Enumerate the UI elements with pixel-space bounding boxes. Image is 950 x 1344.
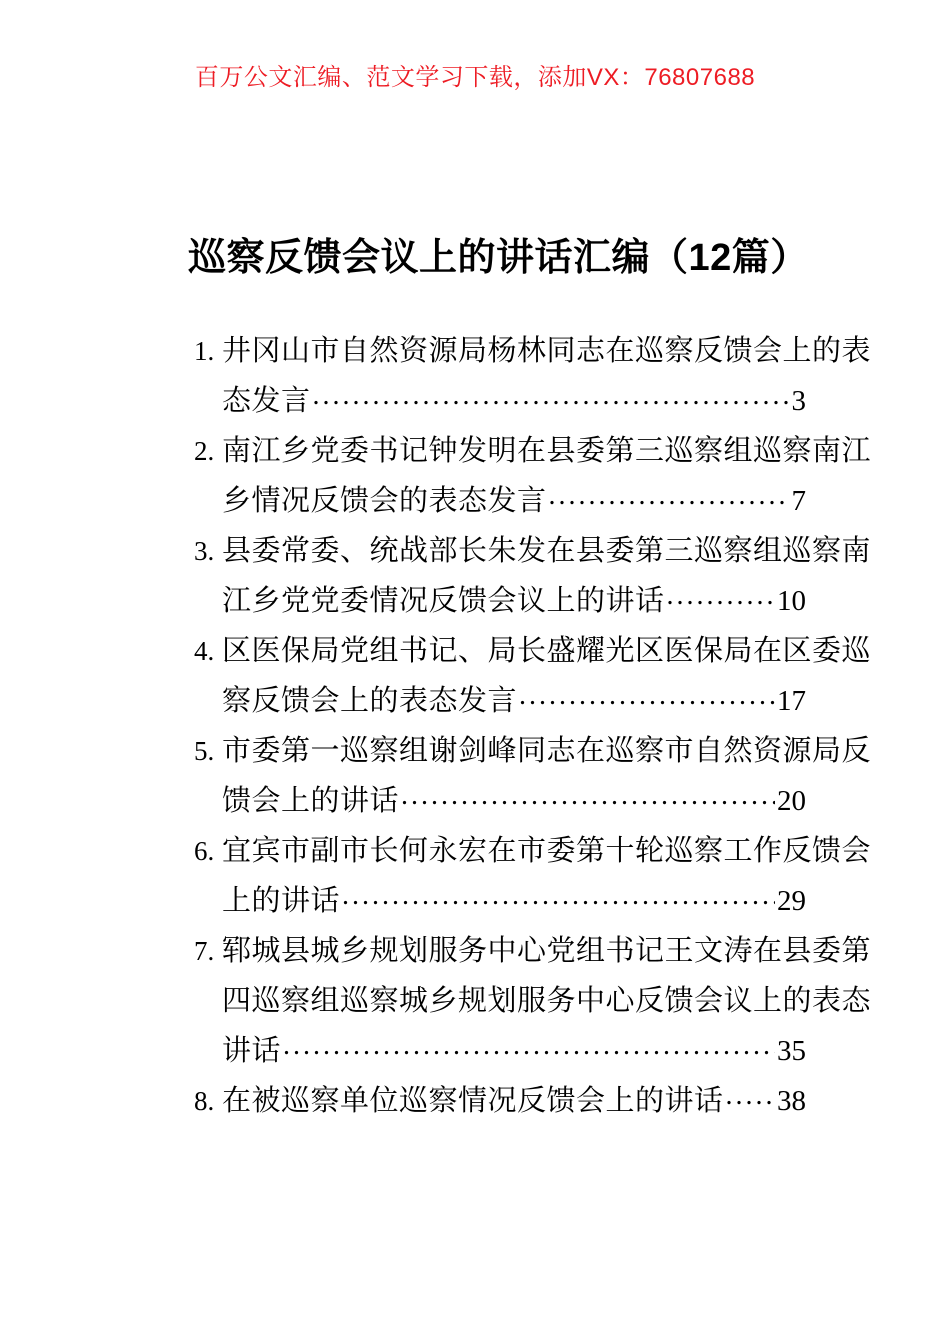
toc-entry	[194, 626, 872, 726]
promo-notice-text: 百万公文汇编、范文学习下载，添加VX：76807688	[194, 64, 756, 91]
toc-item-text: 江乡党党委情况反馈会议上的讲话	[222, 585, 665, 617]
toc-page-number: 10	[777, 585, 806, 617]
toc-line	[194, 1076, 806, 1126]
toc-page-number: 35	[777, 1035, 806, 1067]
toc-entry	[194, 326, 872, 426]
toc-line	[194, 376, 806, 426]
dot-leader	[281, 1026, 775, 1076]
document-title: 巡察反馈会议上的讲话汇编（12篇）	[188, 237, 809, 279]
dot-leader	[311, 376, 790, 426]
toc-item-number: 1.	[194, 336, 215, 366]
toc-line	[194, 426, 872, 476]
toc-item-number: 5.	[194, 736, 215, 766]
toc-item-text: 察反馈会上的表态发言	[222, 685, 518, 717]
toc-item-text: 宜宾市副市长何永宏在市委第十轮巡察工作反馈会	[222, 835, 872, 867]
toc-entry	[194, 726, 872, 826]
dot-leader	[547, 476, 790, 526]
toc-item-number: 6.	[194, 836, 215, 866]
toc-item-number: 4.	[194, 636, 215, 666]
toc-item-number: 8.	[194, 1086, 215, 1116]
toc-item-text: 馈会上的讲话	[222, 785, 400, 817]
toc-page-number: 7	[791, 485, 806, 517]
toc-entry	[194, 1076, 806, 1126]
toc-entry	[194, 426, 872, 526]
toc-item-number: 7.	[194, 936, 215, 966]
toc-page-number: 29	[777, 885, 806, 917]
toc-entry	[194, 526, 872, 626]
toc-item-text: 乡情况反馈会的表态发言	[222, 485, 547, 517]
toc-item-text: 在被巡察单位巡察情况反馈会上的讲话	[222, 1085, 724, 1117]
toc-item-number: 2.	[194, 436, 215, 466]
toc-item-text: 讲话	[222, 1035, 282, 1067]
dot-leader	[665, 576, 775, 626]
toc-line	[194, 776, 806, 826]
dot-leader	[340, 876, 775, 926]
toc-line	[194, 676, 806, 726]
toc-page-number: 17	[777, 685, 806, 717]
toc-line	[194, 1026, 806, 1076]
toc-page-number: 3	[791, 385, 806, 417]
toc-line	[194, 576, 806, 626]
toc-entry	[194, 926, 872, 1076]
table-of-contents	[194, 326, 872, 1126]
toc-item-text: 上的讲话	[222, 885, 341, 917]
toc-item-text: 市委第一巡察组谢剑峰同志在巡察市自然资源局反	[222, 735, 872, 767]
toc-item-text: 县委常委、统战部长朱发在县委第三巡察组巡察南	[222, 535, 872, 567]
dot-leader	[399, 776, 775, 826]
toc-line	[194, 926, 872, 976]
toc-line	[194, 626, 872, 676]
toc-item-text: 态发言	[222, 385, 311, 417]
toc-line	[194, 976, 872, 1026]
toc-item-text: 四巡察组巡察城乡规划服务中心反馈会议上的表态	[222, 985, 872, 1017]
toc-entry	[194, 826, 872, 926]
toc-line	[194, 876, 806, 926]
toc-item-text: 郓城县城乡规划服务中心党组书记王文涛在县委第	[222, 935, 872, 967]
toc-item-text: 区医保局党组书记、局长盛耀光区医保局在区委巡	[222, 635, 872, 667]
toc-page-number: 20	[777, 785, 806, 817]
toc-line	[194, 726, 872, 776]
toc-line	[194, 476, 806, 526]
toc-page-number: 38	[777, 1085, 806, 1117]
toc-line	[194, 526, 872, 576]
toc-item-text: 井冈山市自然资源局杨林同志在巡察反馈会上的表	[222, 335, 872, 367]
toc-item-number: 3.	[194, 536, 215, 566]
toc-line	[194, 826, 872, 876]
toc-line	[194, 326, 872, 376]
dot-leader	[517, 676, 775, 726]
dot-leader	[724, 1076, 775, 1126]
toc-item-text: 南江乡党委书记钟发明在县委第三巡察组巡察南江	[222, 435, 872, 467]
